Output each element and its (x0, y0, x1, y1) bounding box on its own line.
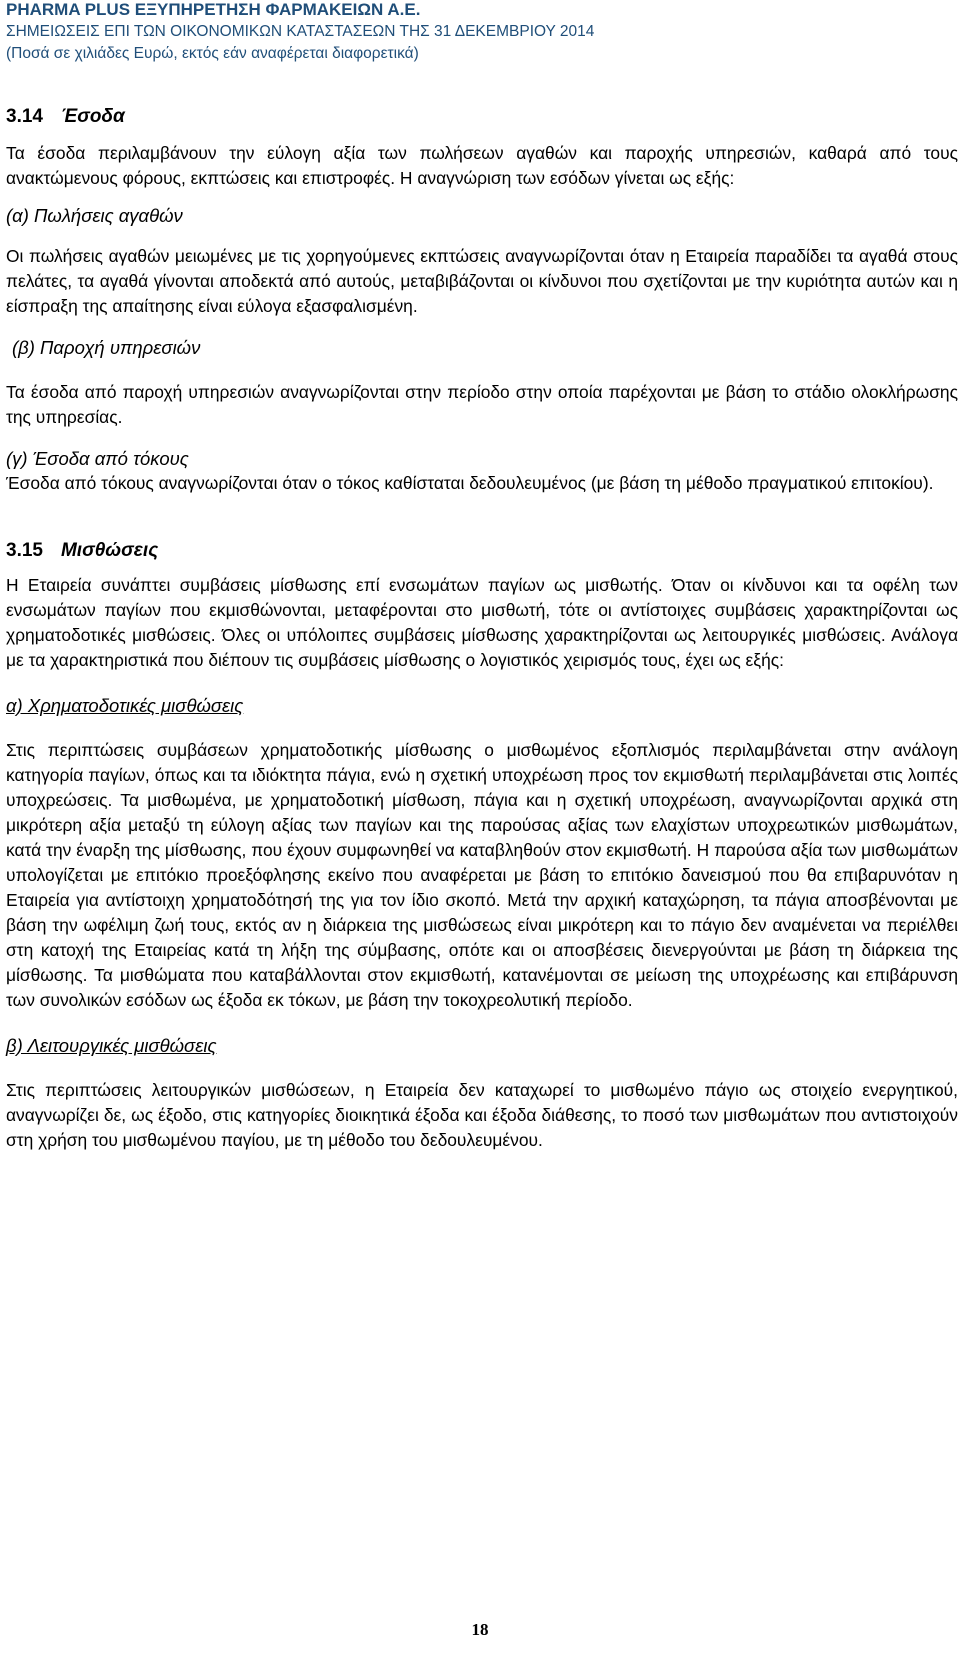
statement-subtitle: ΣΗΜΕΙΩΣΕΙΣ ΕΠΙ ΤΩΝ ΟΙΚΟΝΟΜΙΚΩΝ ΚΑΤΑΣΤΑΣΕΩΝ ΤΗΣ 31 ΔΕΚΕΜΒΡΙΟΥ 2014 (6, 23, 595, 40)
interest-income-text: Έσοδα από τόκους αναγνωρίζονται όταν ο τόκος καθίσταται δεδουλευμένος (με βάση τη μέθοδο πραγματικού επιτοκίου). (6, 473, 934, 493)
subheading-sales-of-goods: (α) Πωλήσεις αγαθών (6, 205, 183, 226)
section-heading-leases (6, 538, 958, 563)
services-text: Τα έσοδα από παροχή υπηρεσιών αναγνωρίζονται στην περίοδο στην οποία παρέχονται με βάση το στάδιο ολοκλήρωσης της υπηρεσίας. (6, 382, 958, 427)
revenue-intro: Τα έσοδα περιλαμβάνουν την εύλογη αξία των πωλήσεων αγαθών και παροχής υπηρεσιών, καθαρά από τους ανακτώμενους φόρους, εκπτώσεις και επιστροφές. Η αναγνώριση των εσόδων γίνεται ως εξής: (6, 143, 958, 188)
page-number: 18 (471, 1620, 489, 1639)
operating-leases-text: Στις περιπτώσεις λειτουργικών μισθώσεων, η Εταιρεία δεν καταχωρεί το μισθωμένο πάγιο ως στοιχείο ενεργητικού, αναγνωρίζει δε, ως έξοδο, στις κατηγορίες διοικητικά έξοδα και έξοδα διάθεσης, το ποσό των μισθωμάτων που αντιστοιχούν στη χρήση του μισθωμένου παγίου, με τη μέθοδο του δεδουλευμένου. (6, 1080, 958, 1150)
section-title: Μισθώσεις (60, 540, 159, 561)
finance-leases-text: Στις περιπτώσεις συμβάσεων χρηματοδοτικής μίσθωσης ο μισθωμένος εξοπλισμός περιλαμβάνεται στην ανάλογη κατηγορία παγίων, όπως και τα ιδιόκτητα πάγια, ενώ η σχετική υποχρέωση προς τον εκμισθωτή περιλαμβάνεται στις λοιπές υποχρεώσεις. Τα μισθωμένα, με χρηματοδοτική μίσθωση, πάγια και η σχετική υποχρέωση, αναγνωρίζονται αρχικά στη μικρότερη αξία μεταξύ τη εύλογη αξίας των παγίων και της παρούσας αξίας των ελαχίστων υποχρεωτικών μισθωμάτων, κατά την έναρξη της μίσθωσης, που έχουν συμφωνηθεί να καταβληθούν στον εκμισθωτή. Η παρούσα αξία των μισθωμάτων υπολογίζεται με επιτόκιο προεξόφλησης εκείνο που αναφέρεται με βάση το επιτόκιο δανεισμού που θα επιβαρυνόταν η Εταιρεία για αντίστοιχη χρηματοδότησή της για τον ίδιο σκοπό. Μετά την αρχική καταχώρηση, τα πάγια αποσβένονται με βάση την ωφέλιμη ζωή τους, εκτός αν η διάρκεια της μισθώσεως είναι μικρότερη και το πάγιο δεν αναμένεται να περιέλθει στη κατοχή της Εταιρείας κατά τη λήξη της σύμβασης, οπότε και οι αποσβέσεις διενεργούνται με βάση τη διάρκεια της μίσθωσης. Τα μισθώματα που καταβάλλονται στον εκμισθωτή, κατανέμονται σε μείωση της υποχρέωσης και επιβάρυνση των συνολικών εσόδων ως έξοδα εκ τόκων, με βάση την τοκοχρεολυτική περίοδο. (6, 740, 958, 1010)
section-number: 3.15 (6, 540, 43, 561)
sales-of-goods-text: Οι πωλήσεις αγαθών μειωμένες με τις χορηγούμενες εκπτώσεις αναγνωρίζονται όταν η Εταιρεία παραδίδει τα αγαθά στους πελάτες, τα αγαθά γίνονται αποδεκτά από αυτούς, μεταβιβάζονται οι κίνδυνοι που σχετίζονται με την κυριότητα αυτών και η είσπραξη της απαίτησης είναι εύλογα εξασφαλισμένη. (6, 246, 958, 316)
company-header: PHARMA PLUS ΕΞΥΠΗΡΕΤΗΣΗ ΦΑΡΜΑΚΕΙΩΝ Α.Ε. (6, 0, 421, 19)
subheading-interest-income: (γ) Έσοδα από τόκους (6, 448, 189, 469)
subheading-finance-leases: α) Χρηματοδοτικές μισθώσεις (6, 695, 244, 716)
subheading-operating-leases: β) Λειτουργικές μισθώσεις (6, 1035, 217, 1056)
amounts-note: (Ποσά σε χιλιάδες Ευρώ, εκτός εάν αναφέρεται διαφορετικά) (6, 45, 419, 62)
section-heading-revenue (6, 104, 958, 129)
section-number: 3.14 (6, 106, 43, 127)
subheading-services: (β) Παροχή υπηρεσιών (12, 337, 201, 358)
section-title: Έσοδα (60, 106, 125, 127)
document-body (6, 104, 958, 1153)
leases-intro: Η Εταιρεία συνάπτει συμβάσεις μίσθωσης επί ενσωμάτων παγίων ως μισθωτής. Όταν οι κίνδυνοι και τα οφέλη των ενσωμάτων παγίων που εκμισθώνονται, μεταφέρονται στο μισθωτή, τότε οι αντίστοιχες συμβάσεις χαρακτηρίζονται ως χρηματοδοτικές μισθώσεις. Όλες οι υπόλοιπες συμβάσεις μίσθωσης χαρακτηρίζονται ως λειτουργικές μισθώσεις. Ανάλογα με τα χαρακτηριστικά που διέπουν τις συμβάσεις μίσθωσης ο λογιστικός χειρισμός τους, έχει ως εξής: (6, 575, 958, 670)
